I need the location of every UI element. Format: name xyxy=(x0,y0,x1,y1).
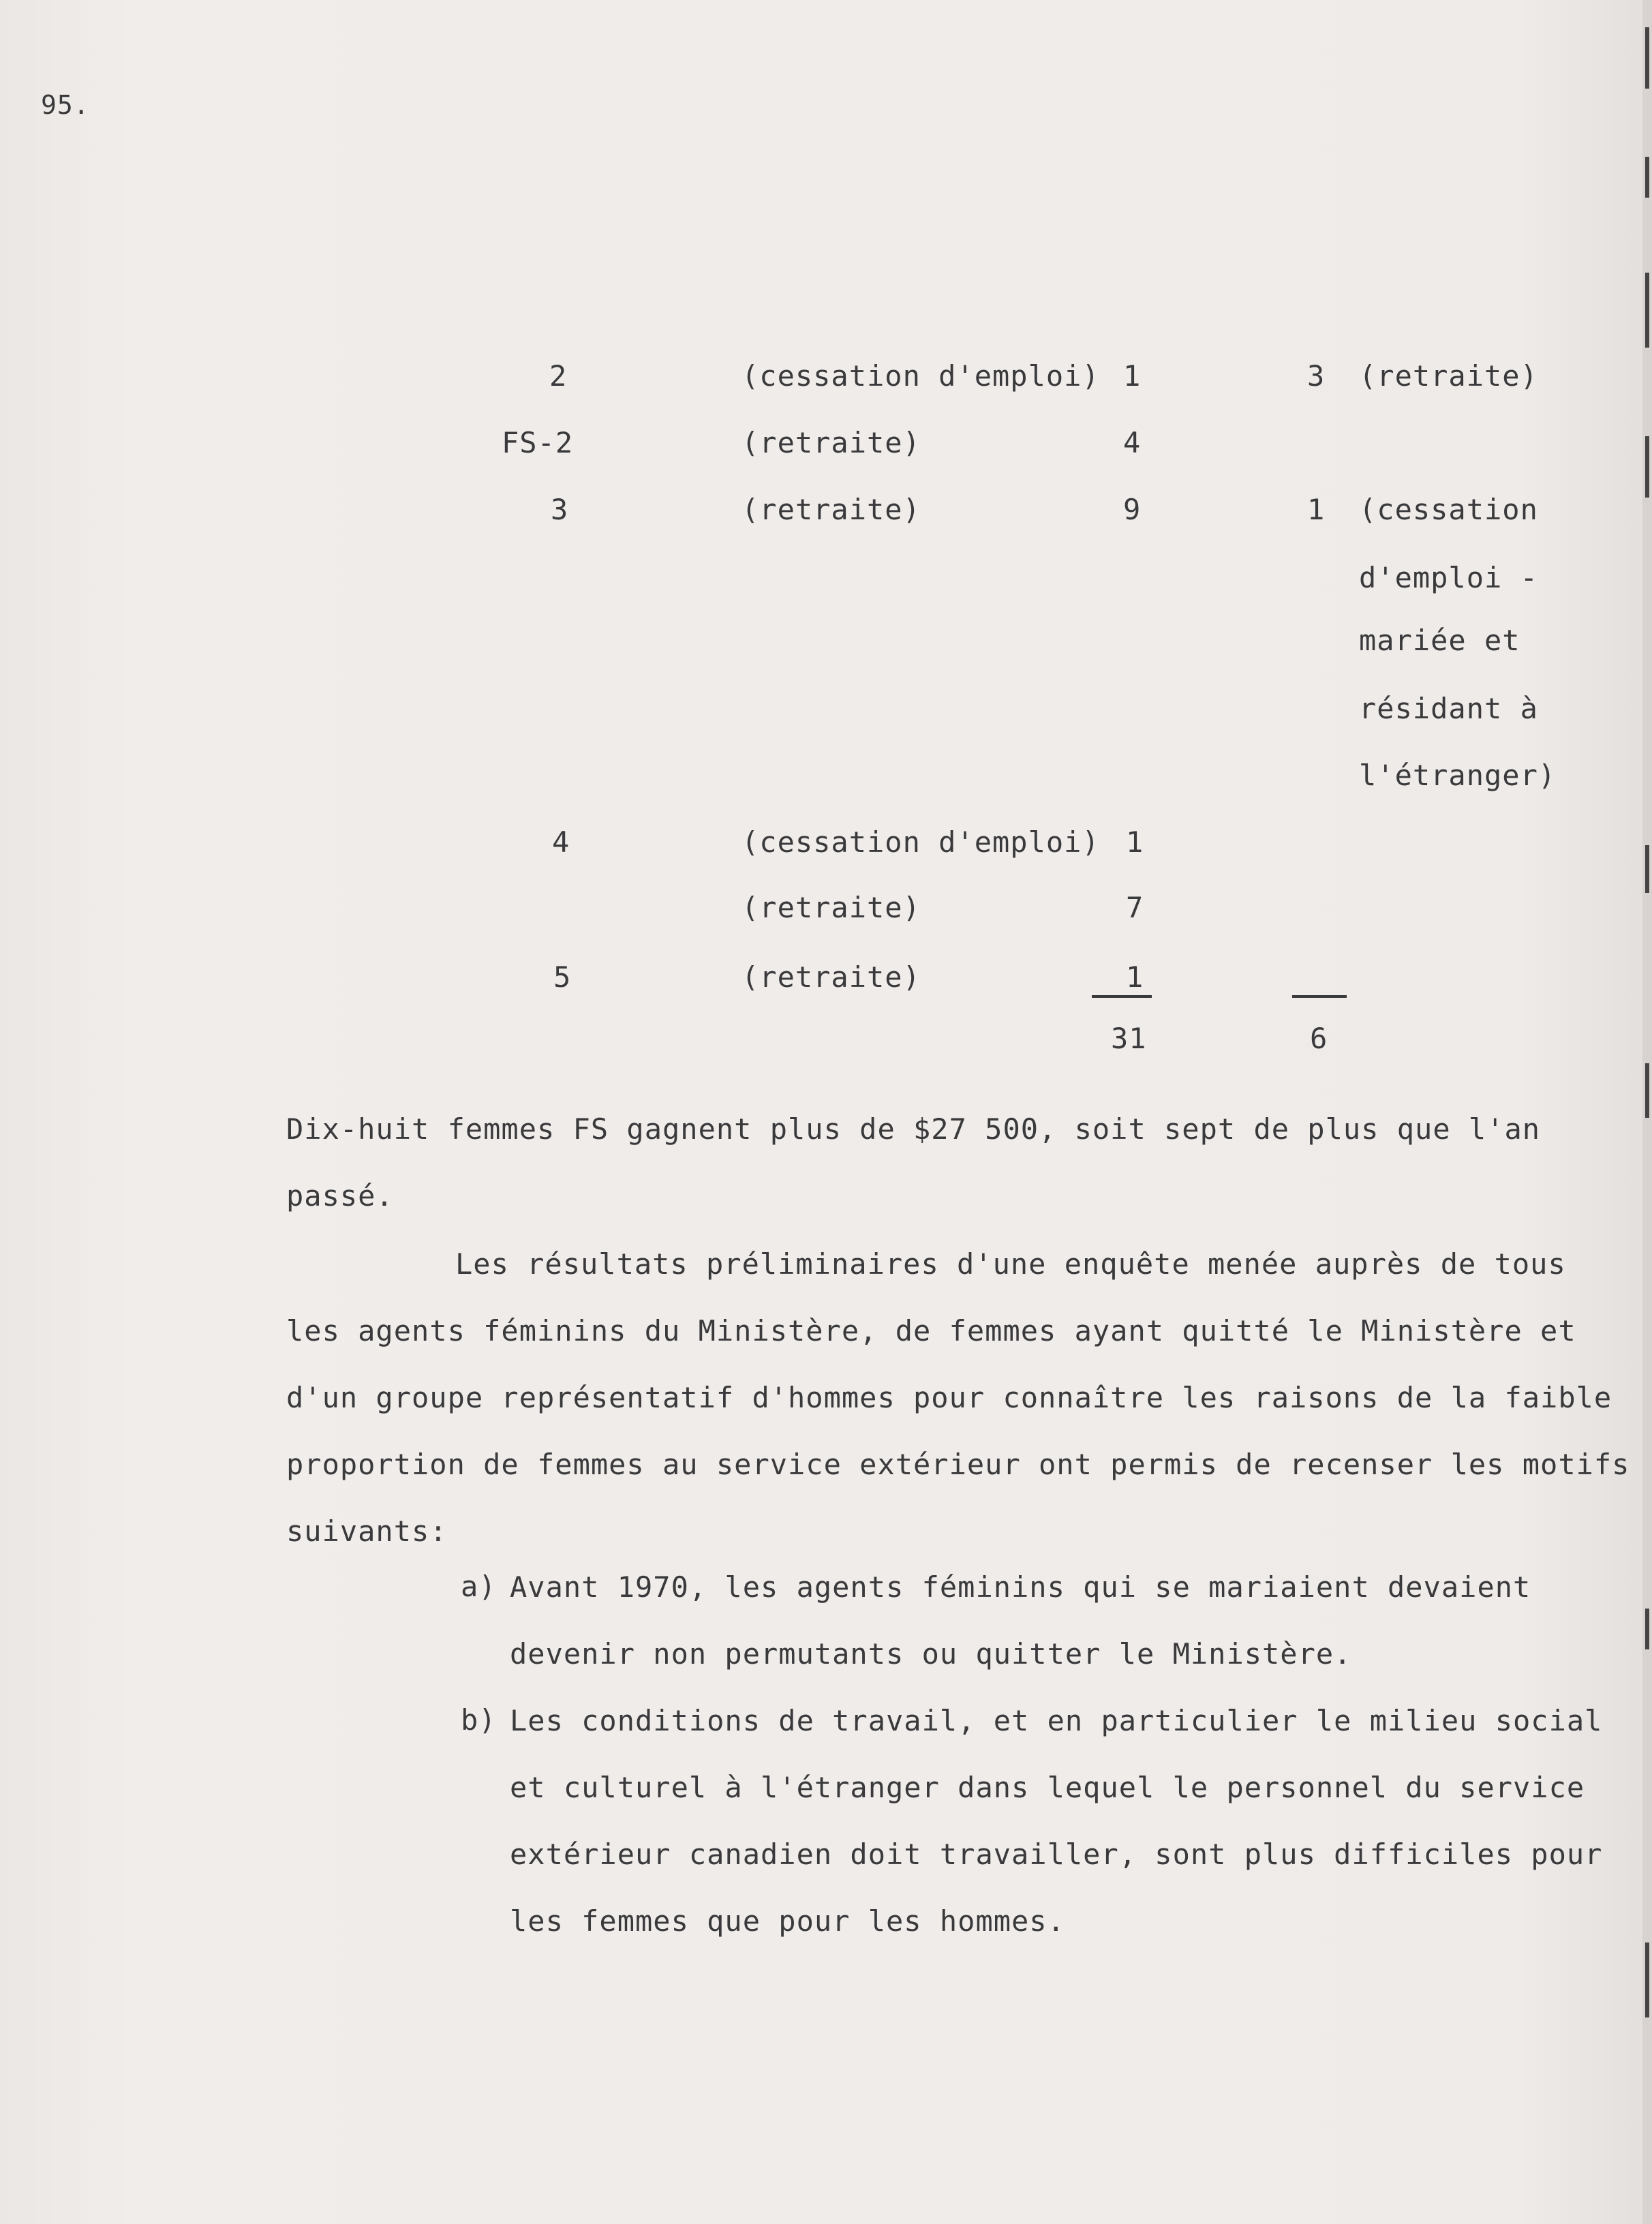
page-edge xyxy=(1642,0,1652,2224)
text-line: Les conditions de travail, et en particulier le milieu social xyxy=(510,1704,1603,1737)
text-line: Avant 1970, les agents féminins qui se mariaient devaient xyxy=(510,1570,1531,1604)
text-line: proportion de femmes au service extérieur ont permis de recenser les motifs xyxy=(286,1448,1630,1481)
text-line: passé. xyxy=(286,1179,394,1213)
table-women-note: (retraite) xyxy=(1359,359,1538,393)
text-line: extérieur canadien doit travailler, sont plus difficiles pour xyxy=(510,1838,1603,1871)
table-level: 3 xyxy=(551,493,569,526)
table-men-count: 4 xyxy=(1123,426,1142,459)
table-level: FS-2 xyxy=(502,426,574,459)
table-men-count: 1 xyxy=(1123,359,1142,393)
table-women-note: résidant à xyxy=(1359,692,1538,725)
table-men-count: 9 xyxy=(1123,493,1142,526)
table-reason: (retraite) xyxy=(741,891,921,924)
table-men-count: 7 xyxy=(1126,891,1144,924)
list-item xyxy=(510,1554,1531,1688)
table-total-women: 6 xyxy=(1310,1022,1328,1055)
table-level: 2 xyxy=(549,359,568,393)
list-item xyxy=(510,1688,1602,1955)
paragraph xyxy=(286,1096,1540,1230)
table-total-men: 31 xyxy=(1111,1022,1147,1055)
total-rule-men xyxy=(1092,995,1152,998)
text-line: devenir non permutants ou quitter le Ministère. xyxy=(510,1637,1352,1671)
list-marker: b) xyxy=(461,1703,497,1737)
text-line: les agents féminins du Ministère, de femmes ayant quitté le Ministère et xyxy=(286,1314,1576,1347)
table-women-note: (cessation xyxy=(1359,493,1538,526)
table-women-count: 3 xyxy=(1307,359,1326,393)
table-reason: (retraite) xyxy=(741,493,921,526)
paragraph xyxy=(286,1231,1630,1565)
table-reason: (retraite) xyxy=(741,960,921,994)
text-line: suivants: xyxy=(286,1514,448,1548)
table-men-count: 1 xyxy=(1126,960,1144,994)
text-line: Les résultats préliminaires d'une enquête menée auprès de tous xyxy=(455,1247,1566,1281)
table-women-note: mariée et xyxy=(1359,624,1520,657)
total-rule-women xyxy=(1292,995,1347,998)
table-level: 4 xyxy=(552,825,570,859)
table-reason: (cessation d'emploi) xyxy=(741,825,1100,859)
table-women-note: l'étranger) xyxy=(1359,759,1557,792)
table-men-count: 1 xyxy=(1126,825,1144,859)
table-women-count: 1 xyxy=(1307,493,1326,526)
table-reason: (cessation d'emploi) xyxy=(741,359,1100,393)
text-line: Dix-huit femmes FS gagnent plus de $27 500, soit sept de plus que l'an xyxy=(286,1112,1541,1146)
text-line: et culturel à l'étranger dans lequel le personnel du service xyxy=(510,1771,1585,1804)
page-number: 95. xyxy=(41,90,90,120)
table-reason: (retraite) xyxy=(741,426,921,459)
text-line: les femmes que pour les hommes. xyxy=(510,1904,1065,1938)
table-level: 5 xyxy=(553,960,572,994)
table-women-note: d'emploi - xyxy=(1359,561,1538,594)
text-line: d'un groupe représentatif d'hommes pour connaître les raisons de la faible xyxy=(286,1381,1612,1414)
list-marker: a) xyxy=(461,1570,497,1603)
